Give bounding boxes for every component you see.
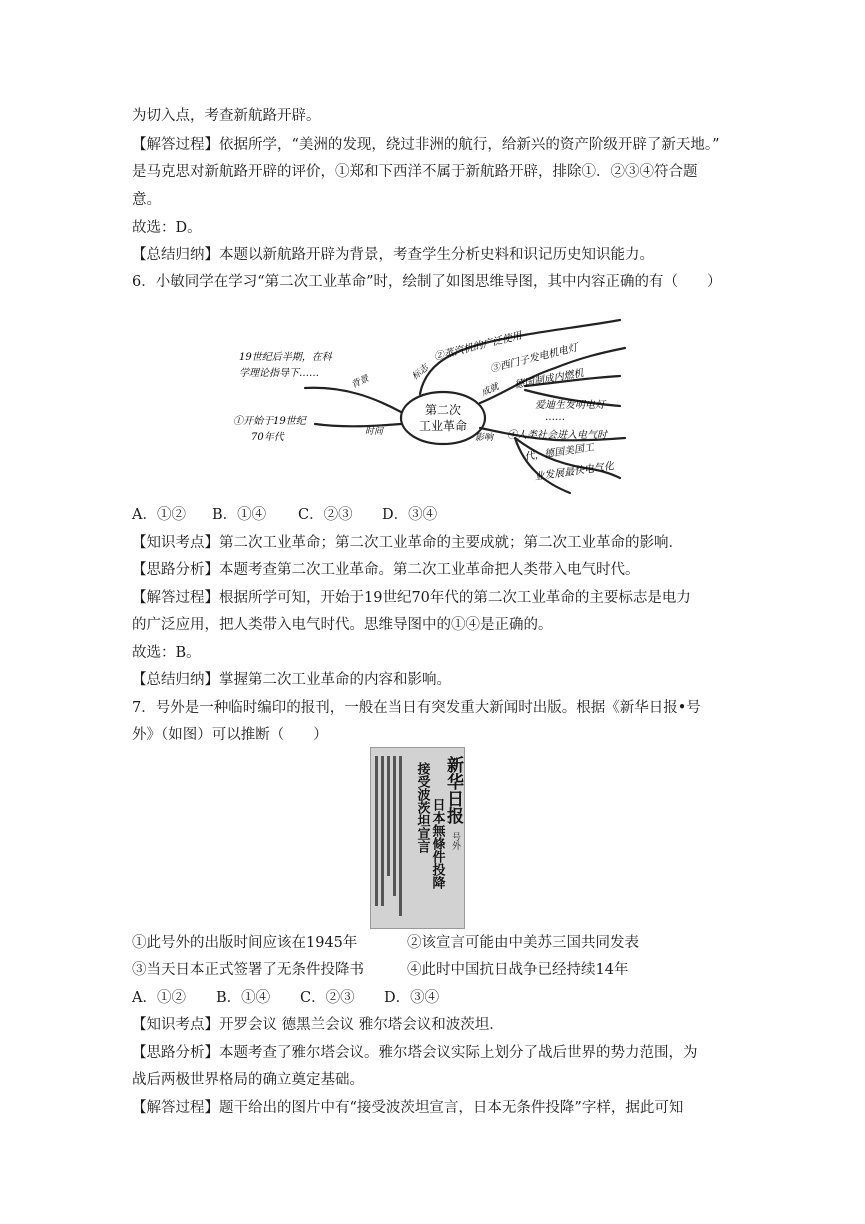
q7-option-c: C．②③ xyxy=(300,990,355,1006)
q7-newspaper-image xyxy=(370,747,465,929)
q6-mindmap-figure xyxy=(225,298,645,498)
newspaper-masthead: 新华日报 xyxy=(443,756,463,824)
mindmap-background-line1: 19世纪后半期，在科 xyxy=(239,352,332,363)
q6-answer: 故选：B。 xyxy=(132,645,201,661)
newspaper-headline-2: 日本無條件投降 xyxy=(429,798,445,889)
q6-stem: 6．小敏同学在学习“第二次工业革命”时，绘制了如图思维导图，其中内容正确的有（ ） xyxy=(132,274,722,290)
q7-stem-line-2: 外》（如图）可以推断（ ） xyxy=(132,727,328,743)
mindmap-center-line1: 第二次 xyxy=(424,403,462,417)
mindmap-achievement-label: 成就 xyxy=(480,382,501,399)
q7-solution-line-1: 【解答过程】题干给出的图片中有“接受波茨坦宣言，日本无条件投降”字样，据此可知 xyxy=(132,1100,684,1116)
q7-statement-4: ④此时中国抗日战争已经持续14年 xyxy=(407,962,629,978)
mindmap-achievement-1: ③西门子发电机电灯 xyxy=(489,342,580,375)
newspaper-edition: 号外 xyxy=(450,832,460,850)
q6-solution-line-2: 的广泛应用，把人类带入电气时代。思维导图中的①④是正确的。 xyxy=(132,617,553,633)
q6-knowledge-points: 【知识考点】第二次工业革命；第二次工业革命的主要成就；第二次工业革命的影响． xyxy=(132,535,683,551)
mindmap-achievement-2: 德国制成内燃机 xyxy=(513,367,585,391)
mindmap-influence-label: 影响 xyxy=(475,433,494,443)
q6-option-b: B．①④ xyxy=(212,507,267,523)
q6-solution-line-1: 【解答过程】根据所学可知，开始于19世纪70年代的第二次工业革命的主要标志是电力 xyxy=(132,590,691,606)
q6-analysis: 【思路分析】本题考查第二次工业革命。第二次工业革命把人类带入电气时代。 xyxy=(132,562,640,578)
mindmap-background-label: 背景 xyxy=(350,374,371,391)
q7-option-a: A．①② xyxy=(132,990,186,1006)
q6-summary: 【总结归纳】掌握第二次工业革命的内容和影响。 xyxy=(132,672,451,688)
q5-solution-line-2: 是马克思对新航路开辟的评价，①郑和下西洋不属于新航路开辟，排除①．②③④符合题 xyxy=(132,164,698,180)
q5-solution-line-1: 【解答过程】依据所学，“美洲的发现，绕过非洲的航行，给新兴的资产阶级开辟了新天地。” xyxy=(132,137,720,153)
mindmap-time-line1: ①开始于19世纪 xyxy=(233,416,306,427)
q7-option-d: D．③④ xyxy=(384,990,440,1006)
mindmap-background-line2: 学理论指导下…… xyxy=(239,368,319,379)
mindmap-influence-3: 业发展最快电气化 xyxy=(533,460,615,483)
q7-statement-3: ③当天日本正式签署了无条件投降书 xyxy=(132,962,364,978)
mindmap-center-line2: 工业革命 xyxy=(418,419,468,433)
mindmap-time-line2: 70年代 xyxy=(251,432,284,443)
q7-analysis-line-2: 战后两极世界格局的确立奠定基础。 xyxy=(132,1072,364,1088)
q7-analysis-line-1: 【思路分析】本题考查了雅尔塔会议。雅尔塔会议实际上划分了战后世界的势力范围，为 xyxy=(132,1045,698,1061)
mindmap-sign-label: 标志 xyxy=(410,363,431,383)
mindmap-influence-1: ④人类社会进入电气时 xyxy=(507,430,607,441)
newspaper-drawing xyxy=(371,748,464,928)
mindmap-achievement-4: …… xyxy=(545,412,565,423)
q7-statement-2: ②该宣言可能由中美苏三国共同发表 xyxy=(407,935,639,951)
mindmap-drawing xyxy=(225,298,645,498)
q6-option-c: C．②③ xyxy=(298,507,353,523)
mindmap-achievement-3: 爱迪生发明电灯 xyxy=(535,400,605,411)
q5-solution-line-3: 意。 xyxy=(132,192,161,208)
q7-option-b: B．①④ xyxy=(216,990,271,1006)
q7-statement-1: ①此号外的出版时间应该在1945年 xyxy=(132,935,358,951)
mindmap-center-ellipse xyxy=(401,392,485,444)
q5-answer: 故选：D。 xyxy=(132,220,202,236)
q5-text-line-1: 为切入点，考查新航路开辟。 xyxy=(132,108,321,124)
q6-option-a: A．①② xyxy=(132,507,186,523)
mindmap-time-label: 时间 xyxy=(365,427,384,437)
q5-summary: 【总结归纳】本题以新航路开辟为背景，考查学生分析史料和识记历史知识能力。 xyxy=(132,247,654,263)
q7-stem-line-1: 7．号外是一种临时编印的报刊，一般在当日有突发重大新闻时出版。根据《新华日报•号 xyxy=(132,700,701,716)
mindmap-influence-2: 代，德国美国工 xyxy=(523,442,595,463)
newspaper-headline-1: 接受波茨坦宣言 xyxy=(414,762,430,853)
q6-option-d: D．③④ xyxy=(382,507,438,523)
q7-knowledge-points: 【知识考点】开罗会议 德黑兰会议 雅尔塔会议和波茨坦． xyxy=(132,1017,504,1033)
mindmap-sign-text: ②蒸汽机的广泛使用 xyxy=(433,330,524,363)
